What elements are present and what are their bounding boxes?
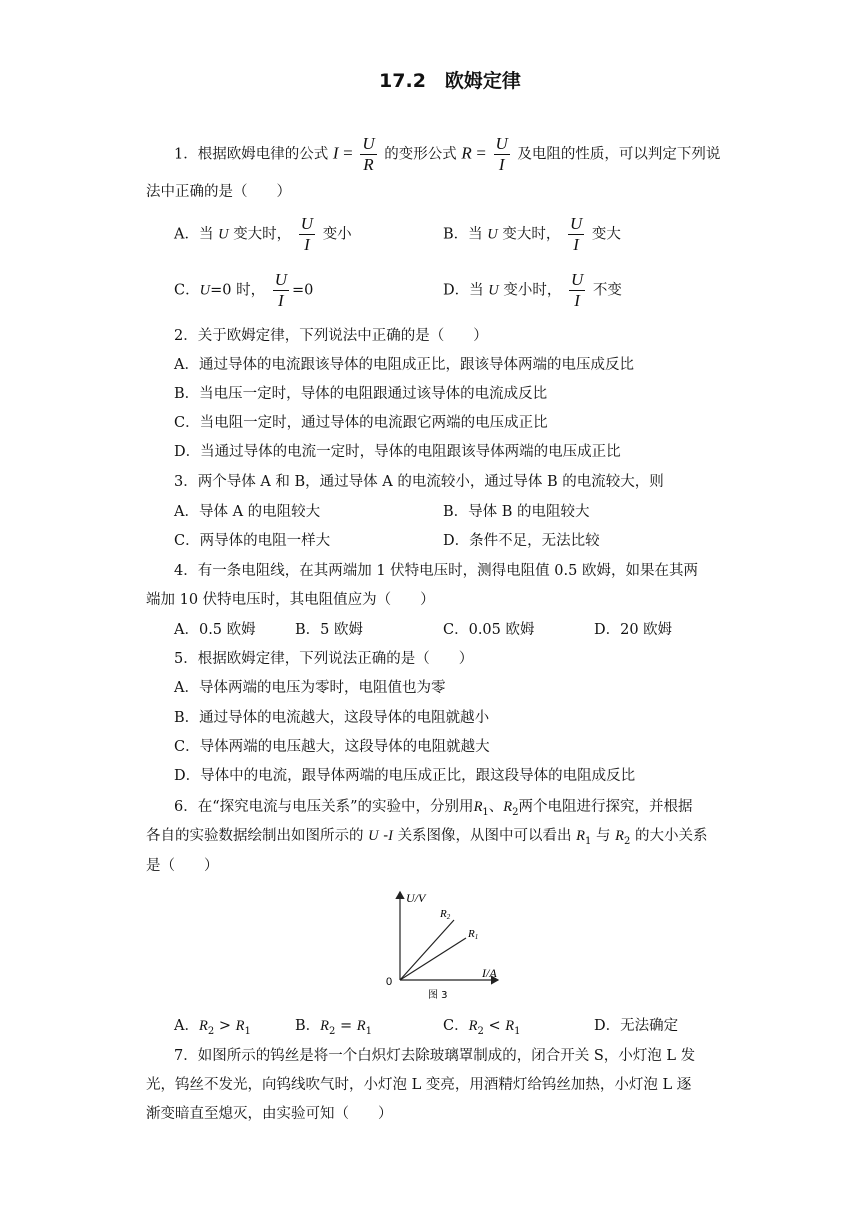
r2-symbol: R [615, 828, 624, 844]
q5-stem: 5．根据欧姆定律，下列说法正确的是（ ） [174, 651, 474, 667]
r2-symbol: R [320, 1018, 330, 1034]
r1-subscript: 1 [482, 806, 489, 818]
q1-stem-line2: 法中正确的是（ ） [146, 184, 291, 200]
option-post: 变小 [322, 226, 352, 243]
option-prefix: D．当 [443, 282, 484, 299]
q3-option-b: B．导体 B 的电阻较大 [443, 504, 590, 520]
fraction-denominator: I [573, 235, 579, 254]
option-prefix: B． [295, 1018, 321, 1034]
q3-option-a: A．导体 A 的电阻较大 [174, 504, 321, 520]
u-symbol: U [368, 828, 379, 844]
formula1-denominator: R [363, 155, 374, 174]
q6-text: 的大小关系 [634, 828, 708, 844]
formula1-numerator: U [362, 134, 375, 153]
q1-tail-text: 及电阻的性质，可以判定下列说 [517, 146, 721, 163]
dash: - [378, 828, 389, 844]
option-variable: U [488, 282, 499, 299]
q1-lead-text: 1．根据欧姆电律的公式 [174, 146, 329, 163]
q6-option-a [174, 1016, 251, 1042]
q6-stem-line1 [174, 797, 693, 823]
r2-symbol: R [503, 799, 513, 815]
option-prefix: A． [174, 1018, 199, 1034]
option-prefix: A．当 [174, 226, 214, 243]
q2-option-d: D．当通过导体的电流一定时，导体的电阻跟该导体两端的电压成正比 [174, 444, 621, 460]
formula1-equals: = [343, 143, 353, 163]
fraction-numerator: U [569, 214, 583, 233]
option-mid: 变大时， [502, 226, 561, 243]
q2-option-a: A．通过导体的电流跟该导体的电阻成正比，跟该导体两端的电压成反比 [174, 357, 634, 373]
origin-label: 0 [386, 976, 393, 988]
page-title: 17.2 欧姆定律 [379, 70, 521, 92]
q2-stem: 2．关于欧姆定律，下列说法中正确的是（ ） [174, 328, 488, 344]
q5-option-c: C．导体两端的电压越大，这段导体的电阻就越大 [174, 739, 490, 755]
r1-subscript: 1 [514, 1025, 521, 1037]
fraction-denominator: I [304, 235, 310, 254]
r1-symbol: R [356, 1018, 366, 1034]
q6-text: 关系图像，从图中可以看出 [397, 828, 572, 844]
q7-stem-line2: 光，钨丝不发光，向钨线吹气时，小灯泡 L 变亮，用酒精灯给钨丝加热，小灯泡 L 逐 [146, 1077, 692, 1093]
q7-stem-line1: 7．如图所示的钨丝是将一个白炽灯去除玻璃罩制成的，闭合开关 S，小灯泡 L 发 [174, 1048, 696, 1064]
q3-option-c: C．两导体的电阻一样大 [174, 533, 331, 549]
q6-text: 与 [596, 828, 611, 844]
line-r1-subscript: 1 [474, 933, 479, 941]
option-fraction [568, 214, 584, 255]
q6-option-c [443, 1016, 520, 1042]
q5-option-d: D．导体中的电流，跟导体两端的电压成正比，跟这段导体的电阻成反比 [174, 768, 636, 784]
line-r1-label [467, 928, 478, 941]
formula2-equals: = [476, 143, 486, 163]
fraction-denominator: I [277, 291, 284, 310]
q1-stem-line1 [174, 134, 720, 175]
line-r2-label [439, 908, 451, 921]
r2-subscript: 2 [329, 1025, 336, 1037]
r2-symbol: R [468, 1018, 478, 1034]
option-variable: U [199, 282, 211, 299]
option-mid: 变大时， [233, 226, 292, 243]
q5-option-a: A．导体两端的电压为零时，电阻值也为零 [174, 680, 446, 696]
formula1-fraction [360, 134, 376, 175]
q6-option-d: D．无法确定 [594, 1018, 679, 1034]
option-post: =0 [291, 282, 314, 299]
q6-stem-line3: 是（ ） [146, 858, 219, 874]
line-r1-letter: R [468, 928, 475, 940]
line-r2-subscript: 2 [446, 913, 451, 921]
q3-stem: 3．两个导体 A 和 B，通过导体 A 的电流较小，通过导体 B 的电流较大，则 [174, 474, 664, 490]
r1-symbol: R [473, 799, 483, 815]
option-post: 不变 [592, 282, 622, 299]
fraction-numerator: U [274, 270, 287, 289]
q6-stem-line2 [146, 826, 707, 852]
relation: = [335, 1018, 357, 1034]
option-fraction [569, 270, 585, 311]
q4-option-d: D．20 欧姆 [594, 622, 673, 638]
formula2-fraction [494, 134, 510, 175]
line-r2 [400, 920, 454, 980]
q1-mid-text: 的变形公式 [384, 146, 457, 163]
separator: 、 [488, 799, 504, 815]
r2-subscript: 2 [207, 1025, 215, 1037]
r1-subscript: 1 [244, 1025, 251, 1037]
r1-subscript: 1 [585, 835, 592, 847]
formula2-numerator: U [495, 134, 508, 153]
option-mid: =0 时， [210, 282, 266, 299]
formula1-lhs: I [332, 143, 339, 163]
q2-option-b: B．当电压一定时，导体的电阻跟通过该导体的电流成反比 [174, 386, 548, 402]
q6-option-b [295, 1016, 372, 1042]
relation: < [483, 1018, 506, 1034]
q4-stem-line2: 端加 10 伏特电压时，其电阻值应为（ ） [146, 592, 435, 608]
q4-option-a: A．0.5 欧姆 [174, 622, 256, 638]
x-axis-label: I/A [482, 966, 497, 980]
q6-text: 两个电阻进行探究，并根据 [518, 799, 693, 815]
q1-option-a [174, 214, 352, 255]
option-prefix: B．当 [443, 226, 483, 243]
r2-subscript: 2 [512, 806, 519, 818]
relation: > [214, 1018, 236, 1034]
q6-text: 6．在“探究电流与电压关系”的实验中，分别用 [174, 799, 474, 815]
q2-option-c: C．当电阻一定时，通过导体的电流跟它两端的电压成正比 [174, 415, 548, 431]
r1-symbol: R [576, 828, 586, 844]
q7-stem-line3: 渐变暗直至熄灭，由实验可知（ ） [146, 1106, 393, 1122]
fraction-numerator: U [570, 270, 584, 289]
option-prefix: C． [174, 282, 200, 299]
q1-option-c [174, 270, 313, 311]
option-prefix: C． [443, 1018, 469, 1034]
r1-symbol: R [235, 1018, 245, 1034]
q4-option-c: C．0.05 欧姆 [443, 622, 535, 638]
option-fraction [273, 270, 289, 311]
r1-subscript: 1 [365, 1025, 372, 1037]
option-variable: U [218, 226, 229, 243]
figure-caption: 图 3 [428, 990, 448, 1001]
line-r2-letter: R [440, 908, 447, 920]
option-fraction [299, 214, 315, 255]
q4-option-b: B．5 欧姆 [295, 622, 363, 638]
q5-option-b: B．通过导体的电流越大，这段导体的电阻就越小 [174, 710, 490, 726]
r2-subscript: 2 [477, 1025, 484, 1037]
q1-option-d [443, 270, 622, 311]
option-mid: 变小时， [503, 282, 562, 299]
q6-text: 各自的实验数据绘制出如图所示的 [146, 828, 364, 844]
y-axis-label: U/V [406, 891, 426, 905]
i-symbol: I [388, 828, 393, 844]
formula2-lhs: R [461, 143, 472, 163]
q3-option-d: D．条件不足，无法比较 [443, 533, 600, 549]
r2-symbol: R [198, 1018, 208, 1034]
fraction-numerator: U [300, 214, 314, 233]
q1-option-b [443, 214, 621, 255]
option-post: 变大 [591, 226, 621, 243]
formula2-denominator: I [498, 155, 505, 174]
q4-stem-line1: 4．有一条电阻线，在其两端加 1 伏特电压时，测得电阻值 0.5 欧姆，如果在其两 [174, 563, 698, 579]
line-r1 [400, 938, 466, 980]
ui-graph-figure [378, 884, 508, 1004]
option-variable: U [487, 226, 498, 243]
r2-subscript: 2 [623, 835, 631, 847]
fraction-denominator: I [574, 291, 580, 310]
r1-symbol: R [505, 1018, 515, 1034]
